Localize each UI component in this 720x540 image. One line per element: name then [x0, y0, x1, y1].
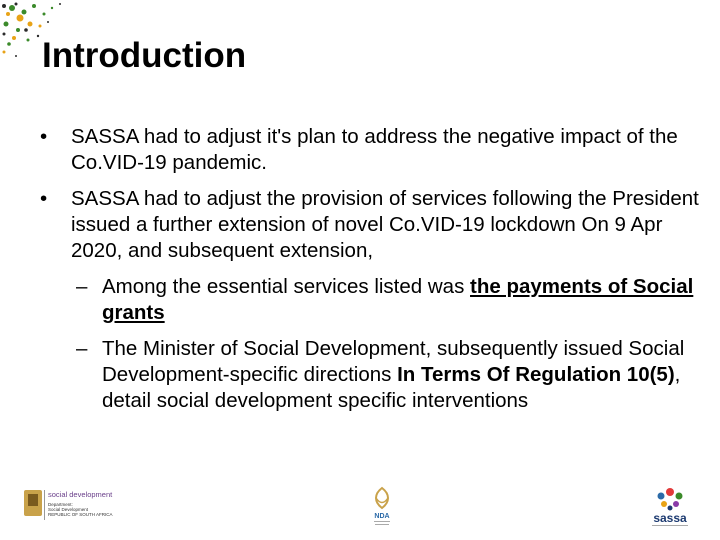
- sub-bullet-text-after: , detail social development specific interventions: [102, 363, 681, 412]
- sub-bullet-emphasis: the payments of Social grants: [102, 275, 694, 324]
- sub-bullet-item: [40, 274, 700, 326]
- sub-bullet-item: [40, 336, 700, 414]
- dsd-logo-name: social development: [48, 490, 113, 499]
- bullet-item: [40, 124, 700, 176]
- dsd-logo-line3: Social Development: [48, 507, 89, 512]
- sassa-emblem-icon: [658, 488, 683, 511]
- bullet-marker: •: [40, 187, 48, 210]
- sassa-logo-name: sassa: [653, 511, 687, 525]
- bullet-marker: •: [40, 125, 48, 148]
- dsd-logo-line4: REPUBLIC OF SOUTH AFRICA: [48, 512, 113, 517]
- sub-bullet-emphasis: In Terms Of Regulation 10(5): [397, 363, 675, 386]
- nda-logo: [362, 484, 402, 532]
- nda-logo-name: NDA: [374, 513, 390, 520]
- bullet-text: SASSA had to adjust the provision of services following the President issued a further extension of novel Co.VID-19 lockdown On 9 Apr 2020, and subsequent extension,: [71, 187, 699, 262]
- dash-marker: –: [76, 337, 88, 360]
- slide-title: Introduction: [42, 36, 247, 75]
- dsd-logo-line2: Department:: [48, 502, 73, 507]
- bullet-text: SASSA had to adjust it's plan to address the negative impact of the Co.VID-19 pandemic.: [71, 125, 678, 174]
- sassa-logo: [640, 478, 700, 530]
- sub-bullet-text: Among the essential services listed was: [102, 275, 471, 298]
- nda-emblem-icon: [376, 488, 388, 508]
- bullet-item: [40, 186, 700, 264]
- dash-marker: –: [76, 275, 88, 298]
- sub-bullet-text: The Minister of Social Development, subsequently issued Social Development-specific directions: [102, 337, 685, 386]
- social-development-logo: [22, 486, 142, 526]
- slide-content: [40, 124, 700, 424]
